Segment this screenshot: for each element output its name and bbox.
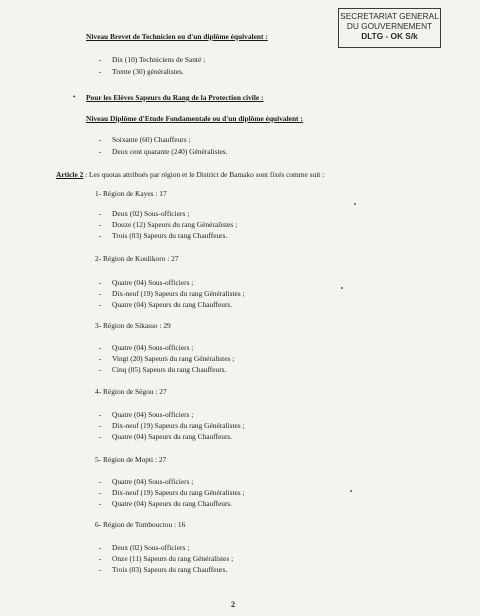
- dash-marker: -: [99, 421, 102, 430]
- list-item: Deux cent quarante (240) Généralistes.: [112, 147, 228, 156]
- stamp-line-3: DLTG - OK S/k: [361, 31, 418, 41]
- list-item: Dix-neuf (19) Sapeurs du rang Généralistes ;: [112, 421, 245, 430]
- dash-marker: -: [99, 278, 102, 287]
- list-item: Dix-neuf (19) Sapeurs du rang Généralistes ;: [112, 488, 245, 497]
- list-item: Vingt (20) Sapeurs du rang Généralistes ;: [112, 354, 235, 363]
- list-item: Trois (03) Sapeurs du rang Chauffeurs.: [112, 231, 228, 240]
- dash-marker: -: [99, 499, 102, 508]
- list-item: Quatre (04) Sous-officiers ;: [112, 410, 194, 419]
- region-title: 2- Région de Koulikoro : 27: [95, 254, 179, 263]
- dash-marker: -: [99, 543, 102, 552]
- section-heading-def: Niveau Diplôme d'Etude Fondamentale ou d'un diplôme équivalent :: [86, 114, 303, 123]
- list-item: Quatre (04) Sous-officiers ;: [112, 278, 194, 287]
- dash-marker: -: [99, 231, 102, 240]
- dash-marker: -: [99, 565, 102, 574]
- article-text: : Les quotas attribués par région et le District de Bamako sont fixés comme suit :: [83, 170, 325, 179]
- region-title: 5- Région de Mopti : 27: [95, 455, 167, 464]
- dash-marker: -: [99, 343, 102, 352]
- section-heading-brevet: Niveau Brevet de Technicien ou d'un diplôme équivalent :: [86, 32, 268, 41]
- dash-marker: -: [99, 354, 102, 363]
- stamp-line-1: SECRETARIAT GENERAL: [340, 11, 439, 21]
- article-label: Article 2: [56, 170, 84, 179]
- list-item: Deux (02) Sous-officiers ;: [112, 209, 190, 218]
- list-item: Quatre (04) Sous-officiers ;: [112, 343, 194, 352]
- scan-speck: [354, 203, 356, 205]
- list-item: Dix-neuf (19) Sapeurs du rang Généralistes ;: [112, 289, 245, 298]
- list-item: Quatre (04) Sapeurs du rang Chauffeurs.: [112, 499, 233, 508]
- stamp-line-2: DU GOUVERNEMENT: [346, 21, 433, 31]
- dash-marker: -: [99, 488, 102, 497]
- dash-marker: -: [99, 432, 102, 441]
- list-item: Trente (30) généralistes.: [112, 67, 184, 76]
- dash-marker: -: [99, 220, 102, 229]
- list-item: Deux (02) Sous-officiers ;: [112, 543, 190, 552]
- dash-marker: -: [99, 135, 102, 144]
- dash-marker: -: [99, 477, 102, 486]
- dash-marker: -: [99, 410, 102, 419]
- dash-marker: -: [99, 55, 102, 64]
- list-item: Dix (10) Techniciens de Santé ;: [112, 55, 206, 64]
- dash-marker: -: [99, 300, 102, 309]
- page-number: 2: [231, 600, 235, 609]
- region-title: 4- Région de Ségou : 27: [95, 387, 167, 396]
- dash-marker: -: [99, 554, 102, 563]
- dash-marker: -: [99, 147, 102, 156]
- dash-marker: -: [99, 67, 102, 76]
- scan-speck: [341, 287, 343, 289]
- region-title: 6- Région de Tombouctou : 16: [95, 520, 186, 529]
- scan-speck: [350, 490, 352, 492]
- list-item: Quatre (04) Sous-officiers ;: [112, 477, 194, 486]
- bullet-icon: •: [73, 93, 76, 101]
- dash-marker: -: [99, 289, 102, 298]
- list-item: Trois (03) Sapeurs du rang Chauffeurs.: [112, 565, 228, 574]
- list-item: Onze (11) Sapeurs du rang Généralistes ;: [112, 554, 234, 563]
- list-item: Quatre (04) Sapeurs du rang Chauffeurs.: [112, 300, 233, 309]
- dash-marker: -: [99, 365, 102, 374]
- list-item: Douze (12) Sapeurs du rang Généralistes ;: [112, 220, 238, 229]
- list-item: Cinq (05) Sapeurs du rang Chauffeurs.: [112, 365, 227, 374]
- region-title: 3- Région de Sikasso : 29: [95, 321, 171, 330]
- section-title-sapeurs: Pour les Elèves Sapeurs du Rang de la Protection civile :: [86, 93, 264, 102]
- region-title: 1- Région de Kayes : 17: [95, 189, 167, 198]
- government-stamp: [338, 8, 441, 48]
- list-item: Quatre (04) Sapeurs du rang Chauffeurs.: [112, 432, 233, 441]
- dash-marker: -: [99, 209, 102, 218]
- list-item: Soixante (60) Chauffeurs ;: [112, 135, 191, 144]
- article-2-line: [56, 170, 324, 179]
